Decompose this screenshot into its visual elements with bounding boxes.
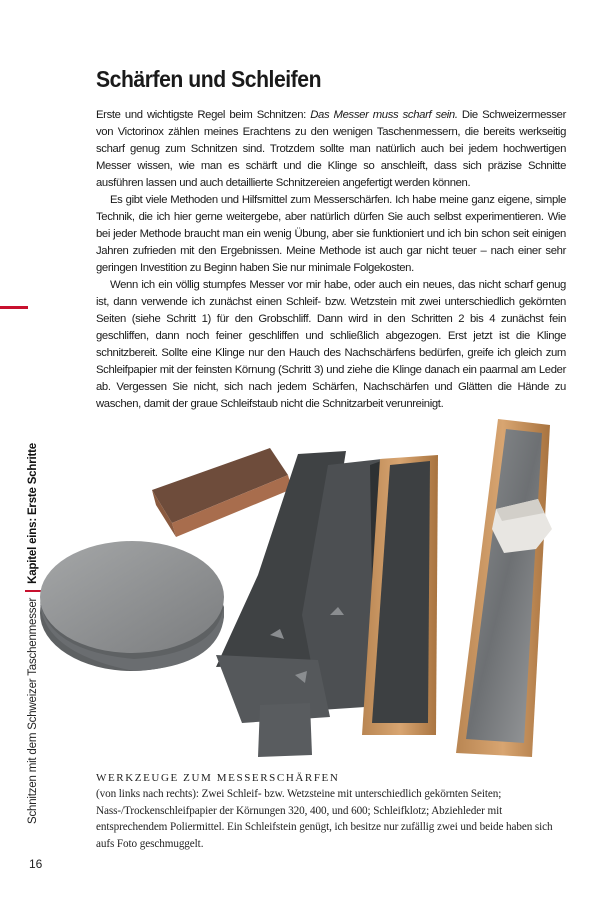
paragraph-3: Wenn ich ein völlig stumpfes Messer vor mir habe, oder auch ein neues, das nicht scharf genug ist, dann verwende ich zunächst einen Schleif- bzw. Wetzstein mit zwei unterschiedlich gekörnten Seiten (siehe Schritt 1) für den Grobschliff. Dann wird in den Schritten 2 bis 4 zunächst fein geschliffen, dann noch feiner geschliffen und schließlich abgezogen. Erst jetzt ist die Klinge schnitzbereit. Sollte eine Klinge nur den Hauch des Nachschärfens bedürfen, greife ich gleich zum Schleifpapier mit der feinsten Körnung (Schritt 3) und ziehe die Klinge danach ein paarmal am Leder ab. Vergessen Sie nicht, sich nach jedem Schärfen, Nachschärfen und Glätten die Hände zu waschen, damit der graue Schleifstaub nicht die Schnitzarbeit verunreinigt. xyxy=(96,279,566,410)
emphasis-rule: Das Messer muss scharf sein. xyxy=(310,109,458,121)
small-whetstone xyxy=(152,448,292,537)
round-whetstone xyxy=(40,541,224,671)
sharpening-tools-photo xyxy=(30,405,575,770)
paragraph-2: Es gibt viele Methoden und Hilfsmittel zum Messerschärfen. Ich habe meine ganz eigene, simple Technik, die ich hier gerne weitergebe, aber natürlich dürfen Sie auch selbst experimentieren. Wie bei jeder Methode braucht man ein wenig Übung, aber sie funktioniert und ich bin schon seit einigen Jahren zufrieden mit den Ergebnissen. Meine Methode ist auch gar nicht teuer – nach einer sehr geringen Investition zu Beginn haben Sie nur minimale Folgekosten. xyxy=(96,194,566,274)
body-text xyxy=(96,107,566,413)
caption-title: WERKZEUGE ZUM MESSERSCHÄRFEN xyxy=(96,772,340,784)
strop-leather xyxy=(456,419,550,757)
paragraph-1: Erste und wichtigste Regel beim Schnitzen: Das Messer muss scharf sein. Die Schweizermesser von Victorinox zählen meines Erachtens zu den wenigen Taschenmessern, die bereits werkseitig scharf genug zum Schnitzen sind. Trotzdem sollte man natürlich auch bei jedem hochwertigen Messer wissen, wie man es schärft und die Klinge so anschleift, dass sich präzise Schnitte ausführen lassen und auch detaillierte Schnitzereien angefertigt werden können. xyxy=(96,109,566,189)
page-title: Schärfen und Schleifen xyxy=(96,66,322,92)
book-title-running-head: Schnitzen mit dem Schweizer Taschenmesser xyxy=(27,597,39,824)
caption-body: (von links nach rechts): Zwei Schleif- bzw. Wetzsteine mit unterschiedlich gekörnten Seiten; Nass-/Trockenschleifpapier der Körnungen 320, 400, und 600; Schleifklotz; Abziehleder mit entsprechendem Poliermittel. Ein Schleifstein genügt, ich besitze nur zufällig zwei und beide haben sich aufs Foto geschmuggelt. xyxy=(96,788,553,850)
page-number: 16 xyxy=(29,857,43,871)
photo-caption xyxy=(96,772,566,852)
chapter-running-head: Kapitel eins: Erste Schritte xyxy=(27,443,39,584)
